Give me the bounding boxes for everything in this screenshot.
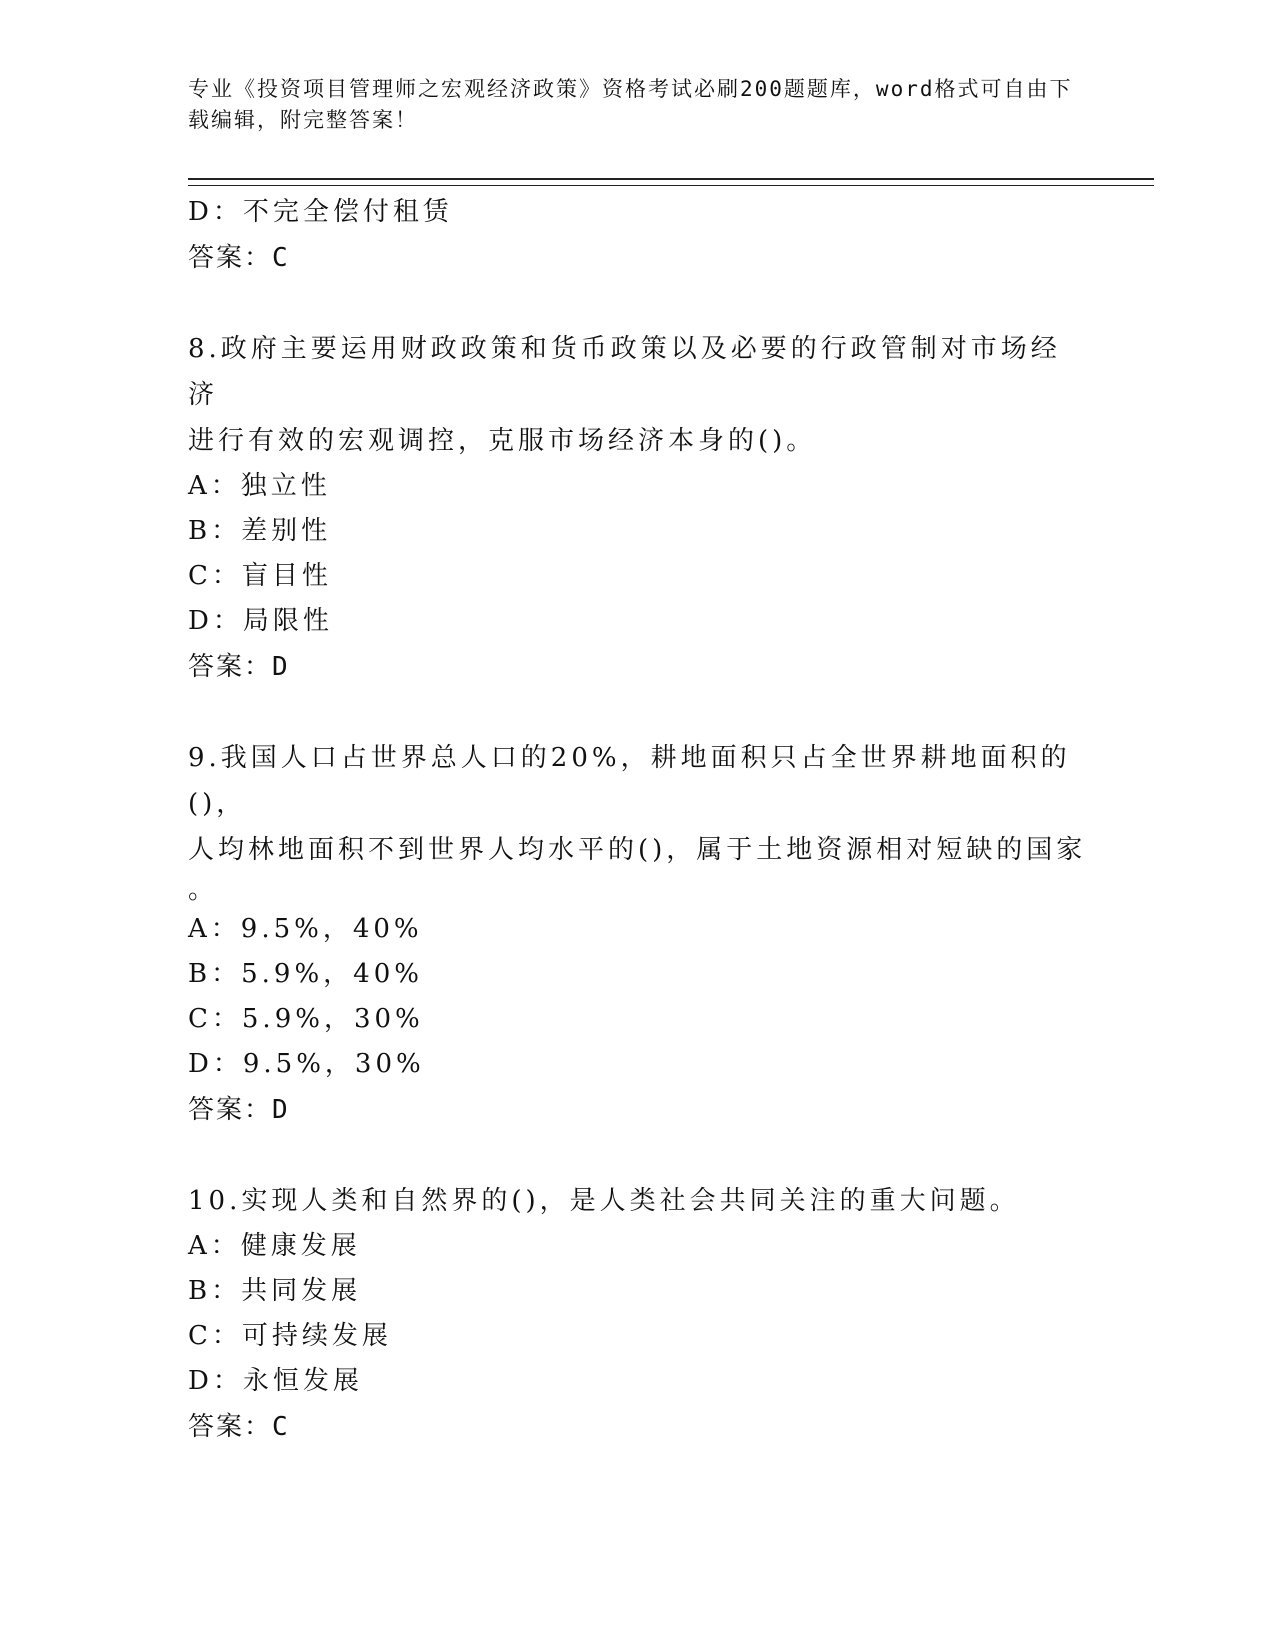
answer-label: 答案： [188, 1412, 273, 1442]
answer-label: 答案： [188, 243, 273, 273]
question-8 [188, 326, 1088, 690]
answer-value: D [272, 1095, 290, 1125]
question-text-line: 10.实现人类和自然界的()，是人类社会共同关注的重大问题。 [188, 1186, 1020, 1216]
option-b: B：共同发展 [188, 1276, 362, 1306]
answer [188, 1087, 1088, 1133]
document-body [188, 190, 1088, 1450]
question-text-line: 8.政府主要运用财政政策和货币政策以及必要的行政管制对市场经济 [188, 334, 1061, 410]
question-10 [188, 1178, 1088, 1450]
header-divider [188, 178, 1154, 186]
option-d: D：永恒发展 [188, 1366, 363, 1396]
option-d: D：9.5%，30% [188, 1049, 425, 1079]
question-text-line: 9.我国人口占世界总人口的20%，耕地面积只占全世界耕地面积的()， [188, 743, 1071, 819]
question-text-line: 进行有效的宏观调控，克服市场经济本身的()。 [188, 426, 817, 456]
answer-value: C [272, 243, 290, 273]
option-a: A：9.5%，40% [188, 914, 423, 944]
option-a: A：健康发展 [188, 1231, 361, 1261]
option-c: C：盲目性 [188, 561, 332, 591]
question-text-line: 人均林地面积不到世界人均水平的()，属于土地资源相对短缺的国家 [188, 835, 1087, 865]
question-text-line: 。 [188, 875, 215, 905]
prev-answer [188, 235, 1088, 281]
option-b: B：差别性 [188, 516, 332, 546]
answer-value: D [272, 652, 290, 682]
option-c: C：5.9%，30% [188, 1004, 424, 1034]
answer [188, 1404, 1088, 1450]
option-a: A：独立性 [188, 471, 331, 501]
answer [188, 644, 1088, 690]
answer-value: C [272, 1412, 290, 1442]
question-9 [188, 735, 1088, 1133]
option-d: D：局限性 [188, 606, 333, 636]
document-header: 专业《投资项目管理师之宏观经济政策》资格考试必刷200题题库，word格式可自由下载编辑，附完整答案！ [188, 77, 1073, 132]
prev-option-d: D：不完全偿付租赁 [188, 197, 453, 227]
answer-label: 答案： [188, 1095, 273, 1125]
option-b: B：5.9%，40% [188, 959, 423, 989]
option-c: C：可持续发展 [188, 1321, 392, 1351]
answer-label: 答案： [188, 652, 273, 682]
